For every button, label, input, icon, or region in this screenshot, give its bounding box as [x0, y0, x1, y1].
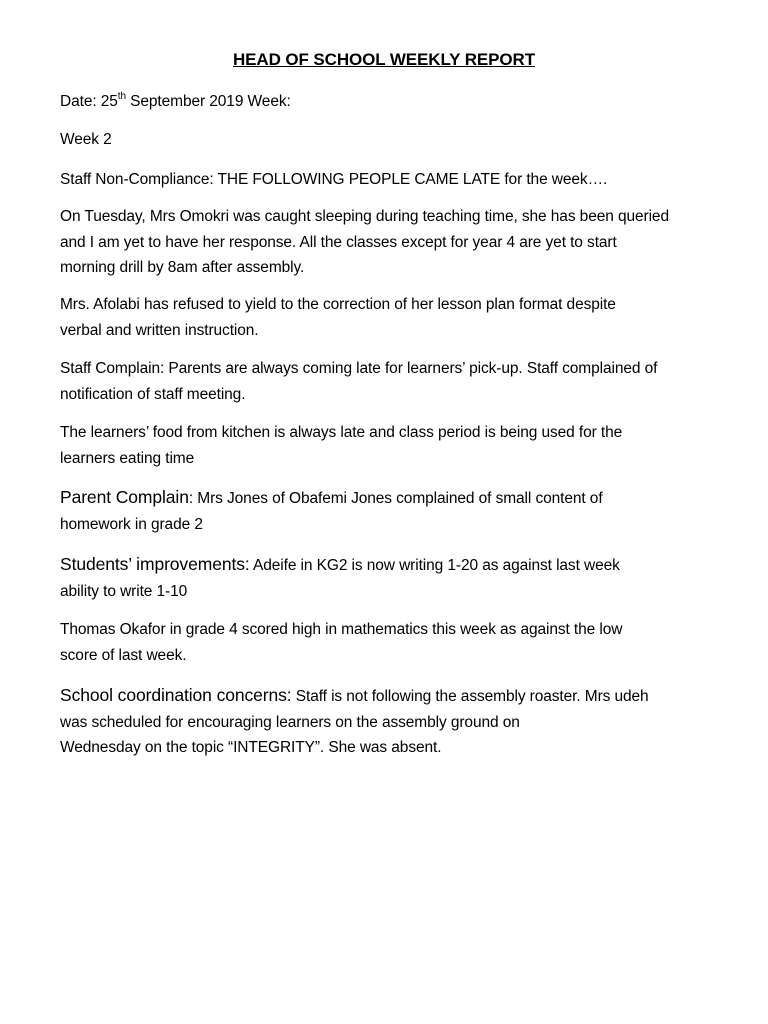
staff-complain-paragraph	[60, 356, 710, 407]
paragraph-line: Staff Complain: Parents are always coming late for learners’ pick-up. Staff complained of	[60, 360, 658, 377]
paragraph-line: and I am yet to have her response. All the classes except for year 4 are yet to start	[60, 233, 617, 251]
paragraph-line: The learners’ food from kitchen is always late and class period is being used for the	[60, 424, 623, 441]
tuesday-paragraph	[60, 204, 710, 281]
students-improvements-heading: Students’ improvements:	[60, 554, 250, 574]
coordination-text: Staff is not following the assembly roaster. Mrs udeh	[291, 688, 649, 705]
date-suffix: September 2019 Week:	[125, 93, 291, 110]
thomas-paragraph	[60, 617, 710, 668]
paragraph-line: Mrs. Afolabi has refused to yield to the correction of her lesson plan format despite	[60, 296, 616, 313]
paragraph-line: notification of staff meeting.	[60, 385, 246, 403]
coordination-paragraph	[60, 683, 710, 761]
paragraph-line: score of last week.	[60, 646, 187, 664]
date-line	[60, 89, 710, 115]
students-improvements-text: Adeife in KG2 is now writing 1-20 as against last week	[249, 557, 620, 574]
paragraph-line: verbal and written instruction.	[60, 321, 259, 339]
paragraph-line	[60, 683, 710, 710]
coordination-heading: School coordination concerns:	[60, 685, 292, 705]
parent-complain-text: : Mrs Jones of Obafemi Jones complained of small content of	[188, 490, 603, 507]
paragraph-line: ability to write 1-10	[60, 582, 188, 600]
paragraph-line: learners eating time	[60, 449, 195, 467]
paragraph-line: homework in grade 2	[60, 515, 203, 533]
food-paragraph	[60, 420, 710, 471]
report-title: HEAD OF SCHOOL WEEKLY REPORT	[233, 50, 535, 69]
paragraph-line: Thomas Okafor in grade 4 scored high in mathematics this week as against the low	[60, 621, 623, 638]
parent-complain-heading: Parent Complain	[60, 487, 189, 507]
paragraph-line: Wednesday on the topic “INTEGRITY”. She was absent.	[60, 739, 442, 756]
paragraph-line	[60, 485, 710, 512]
paragraph-line	[60, 552, 710, 579]
students-improvements-paragraph	[60, 552, 710, 604]
staff-noncompliance-paragraph: Staff Non-Compliance: THE FOLLOWING PEOPLE CAME LATE for the week….	[60, 171, 608, 188]
afolabi-paragraph	[60, 292, 710, 343]
paragraph-line: was scheduled for encouraging learners on the assembly ground on	[60, 713, 520, 731]
week-line: Week 2	[60, 131, 112, 148]
date-superscript: th	[117, 90, 126, 102]
date-prefix: Date: 25	[60, 93, 118, 110]
parent-complain-paragraph	[60, 485, 710, 537]
paragraph-line: On Tuesday, Mrs Omokri was caught sleeping during teaching time, she has been queried	[60, 208, 669, 225]
paragraph-line: morning drill by 8am after assembly.	[60, 259, 305, 276]
